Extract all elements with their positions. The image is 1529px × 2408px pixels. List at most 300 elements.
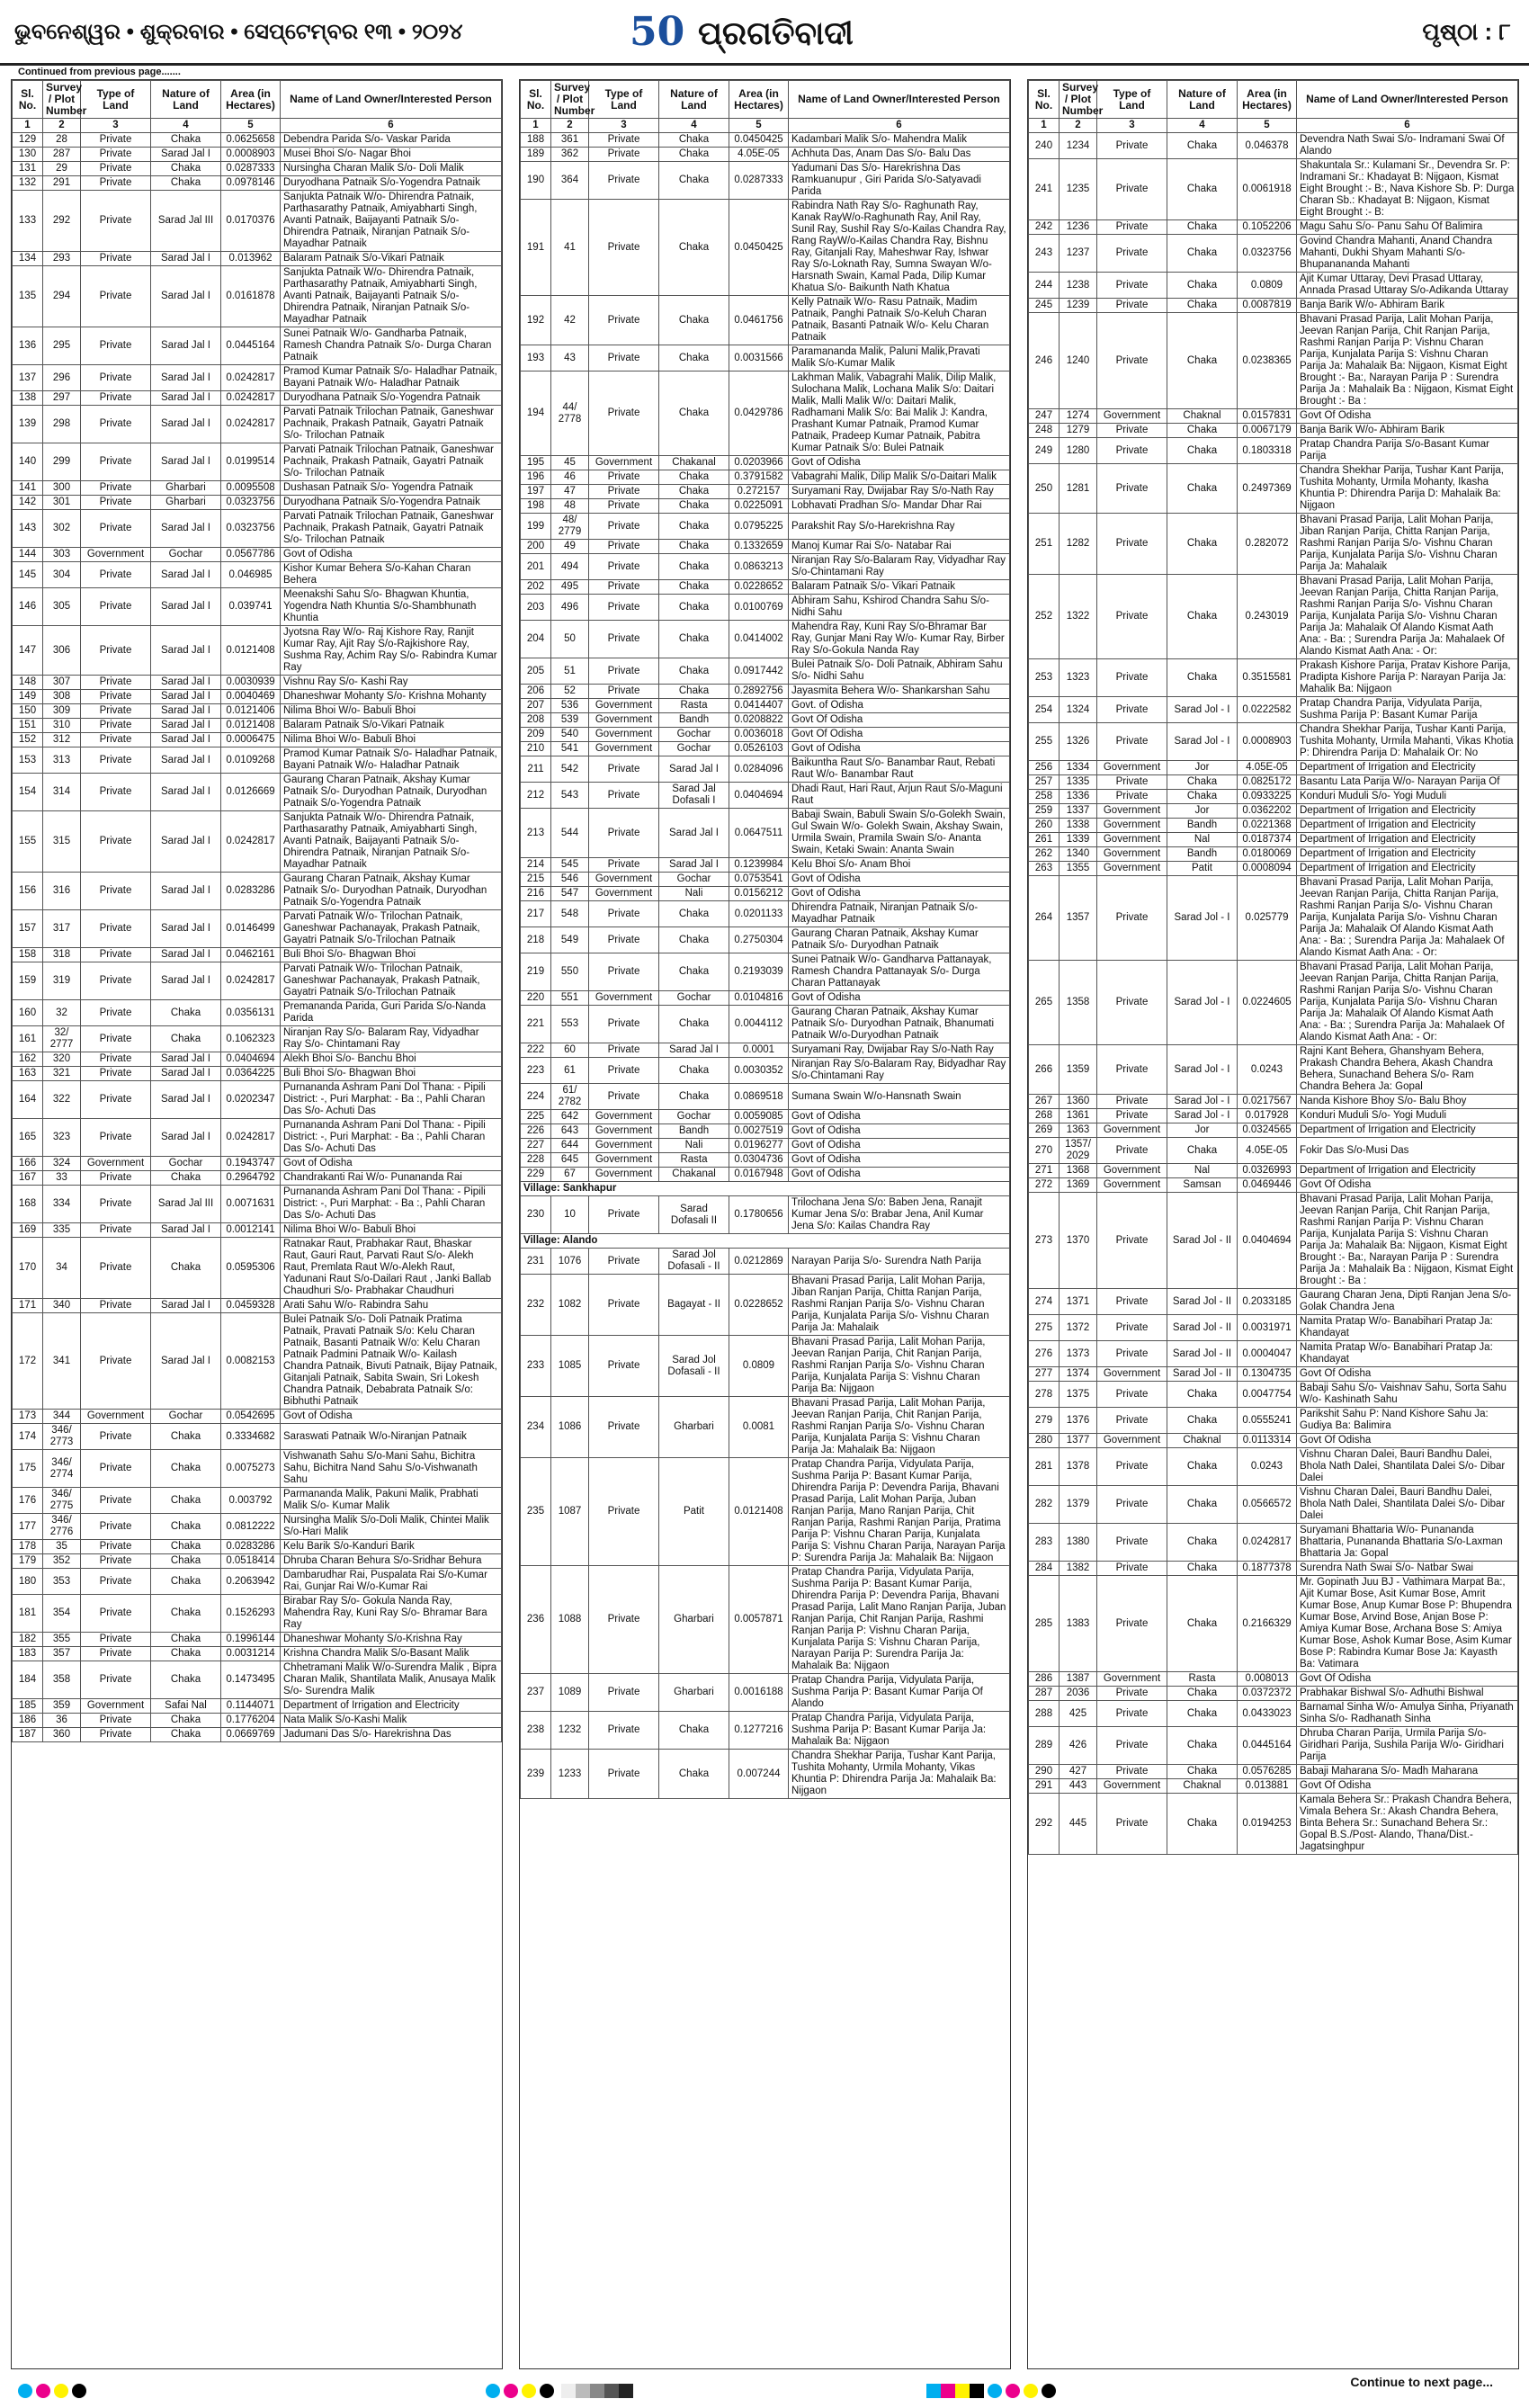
owner-name: Babaji Sahu S/o- Vaishnav Sahu, Sorta Sahu W/o- Kashinath Sahu: [1297, 1382, 1518, 1408]
plot-number: 1359: [1060, 1045, 1097, 1095]
area-hectares: 0.0180069: [1238, 847, 1297, 862]
owner-name: Barnamal Sinha W/o- Amulya Sinha, Priyanath Sinha S/o- Radhanath Sinha: [1297, 1701, 1518, 1727]
plot-number: 536: [551, 699, 589, 713]
owner-name: Yadumani Das S/o- Harekrishna Das Ramkuanupur , Giri Parida S/o-Satyavadi Parida: [789, 162, 1010, 200]
logo-number: 50: [630, 9, 685, 55]
masthead: [0, 0, 1529, 66]
serial-number: 151: [13, 719, 43, 733]
plot-number: 1340: [1060, 847, 1097, 862]
plot-number: 304: [43, 562, 81, 588]
serial-number: 279: [1029, 1408, 1060, 1434]
land-type: Private: [1097, 1448, 1167, 1486]
area-hectares: 0.0917442: [729, 658, 789, 685]
serial-number: 145: [13, 562, 43, 588]
table-row: [521, 1124, 1010, 1139]
area-hectares: 0.1304735: [1238, 1367, 1297, 1382]
area-hectares: 0.1052206: [1238, 220, 1297, 235]
area-hectares: 0.1332659: [729, 540, 789, 554]
owner-name: Chandra Shekhar Parija, Tushar Kant Parija, Tushita Mohanty, Urmila Mohanty, Vikas Khuntia P: Dhirendra Parija Ja: Mahalaik Ba: Nijgaon: [789, 1750, 1010, 1799]
plot-number: 364: [551, 162, 589, 200]
owner-name: Parvati Patnaik W/o- Trilochan Patnaik, Ganeshwar Pachanayak, Prakash Patnaik, Gayatri Patnaik S/o-Trilochan Patnaik: [281, 910, 502, 948]
plot-number: 1387: [1060, 1672, 1097, 1687]
plot-number: 299: [43, 443, 81, 481]
area-hectares: 0.0157831: [1238, 409, 1297, 424]
plot-number: 44/ 2778: [551, 371, 589, 456]
table-row: [13, 1238, 502, 1299]
serial-number: 192: [521, 296, 551, 345]
area-hectares: 0.0059085: [729, 1110, 789, 1124]
owner-name: Dushasan Patnaik S/o- Yogendra Patnaik: [281, 481, 502, 496]
table-row: [13, 1488, 502, 1514]
land-type: Private: [589, 901, 659, 927]
serial-number: 215: [521, 873, 551, 887]
land-type: Private: [81, 1714, 151, 1728]
owner-name: Bhavani Prasad Parija, Lalit Mohan Parija, Jiban Ranjan Parija, Chitta Ranjan Parija, Rashmi Ranjan Parija S/o- Vishnu Charan Parija, Kunjalata Parija S/o- Vishnu Charan Parija Ja: Mahalaik: [789, 1275, 1010, 1336]
land-type: Private: [81, 676, 151, 690]
land-nature: Sarad Jal III: [151, 1186, 221, 1223]
serial-number: 212: [521, 783, 551, 809]
area-hectares: 0.1526293: [221, 1595, 281, 1633]
owner-name: Bhavani Prasad Parija, Lalit Mohan Parija, Jeevan Ranjan Parija, Chitta Ranjan Parija, Rashmi Ranjan Parija S/o- Vishnu Charan Parija, Kunjalata Parija S/o- Vishnu Charan Parija Ja: Mahalaik Of Alando Kismat Aath Ana: - Ba: ; Surendra Parija Ja: Mahalaek Of Alando Kismat Aath Ana: - Or:: [1297, 575, 1518, 659]
area-hectares: 0.0647511: [729, 809, 789, 858]
land-nature: Chaka: [659, 927, 729, 953]
area-hectares: 0.1239984: [729, 858, 789, 873]
plot-number: 334: [43, 1186, 81, 1223]
plot-number: 541: [551, 742, 589, 756]
plot-number: 549: [551, 927, 589, 953]
serial-number: 242: [1029, 220, 1060, 235]
table-row: [13, 162, 502, 176]
serial-number: 199: [521, 514, 551, 540]
land-type: Private: [81, 191, 151, 252]
land-nature: Chaka: [151, 1488, 221, 1514]
serial-number: 152: [13, 733, 43, 747]
table-row: [1029, 464, 1518, 514]
serial-number: 153: [13, 747, 43, 774]
serial-number: 277: [1029, 1367, 1060, 1382]
area-hectares: 0.0217567: [1238, 1095, 1297, 1109]
plot-number: 310: [43, 719, 81, 733]
table-row: [13, 148, 502, 162]
land-nature: Safai Nal: [151, 1699, 221, 1714]
area-hectares: 0.0404694: [729, 783, 789, 809]
plot-number: 340: [43, 1299, 81, 1313]
table-row: [1029, 514, 1518, 575]
serial-number: 143: [13, 510, 43, 548]
owner-name: Department of Irrigation and Electricity: [1297, 819, 1518, 833]
owner-name: Chandra Shekhar Parija, Tushar Kant Parija, Tushita Mohanty, Urmila Mohanty, Ikasha Khuntia P: Dhirendra Parija D: Mahalaik Ba: Nijgaon: [1297, 464, 1518, 514]
land-nature: Chaka: [151, 1540, 221, 1554]
serial-number: 250: [1029, 464, 1060, 514]
land-nature: Chaka: [1167, 1524, 1238, 1562]
area-hectares: 0.0095508: [221, 481, 281, 496]
land-nature: Sarad Jal III: [151, 191, 221, 252]
owner-name: Birabar Ray S/o- Gokula Nanda Ray, Mahendra Ray, Kuni Ray S/o- Bhramar Bara Ray: [281, 1595, 502, 1633]
serial-number: 219: [521, 953, 551, 991]
land-type: Private: [589, 595, 659, 621]
plot-number: 361: [551, 133, 589, 148]
land-type: Private: [589, 1275, 659, 1336]
plot-number: 301: [43, 496, 81, 510]
table-row: [1029, 833, 1518, 847]
table-row: [13, 588, 502, 626]
land-nature: Gochar: [151, 1410, 221, 1424]
land-nature: Chaka: [1167, 1486, 1238, 1524]
table-row: [13, 1410, 502, 1424]
land-nature: Sarad Dofasali II: [659, 1196, 729, 1234]
owner-name: Govt of Odisha: [789, 991, 1010, 1006]
owner-name: Purnananda Ashram Pani Dol Thana: - Pipili District: -, Puri Marphat: - Ba :, Pahli Charan Das S/o- Achuti Das: [281, 1119, 502, 1157]
table-row: [1029, 1045, 1518, 1095]
owner-name: Dhruba Charan Parija, Urmila Parija S/o- Giridhari Parija, Sushila Parija W/o- Giridhari Parija: [1297, 1727, 1518, 1765]
serial-number: 195: [521, 456, 551, 470]
area-hectares: 0.0933225: [1238, 790, 1297, 804]
table-row: [521, 162, 1010, 200]
land-type: Private: [1097, 159, 1167, 220]
land-nature: Sarad Jol - I: [1167, 876, 1238, 961]
land-nature: Nal: [1167, 833, 1238, 847]
area-hectares: 0.0222582: [1238, 697, 1297, 723]
land-type: Private: [589, 162, 659, 200]
serial-number: 213: [521, 809, 551, 858]
land-type: Private: [1097, 1289, 1167, 1315]
land-nature: Chakanal: [659, 1168, 729, 1182]
owner-name: Pratap Chandra Parija, Vidyulata Parija, Sushma Parija P: Basant Kumar Parija, Dhirendra Parija P: Devendra Parija, Bhavani Prasad Parija, Lalit Mano Ranjan Parija, Juban Ranjan Parija, Chit Ranjan Parija, Rashmi Ranjan Parija P: Vishnu Charan Parija, Kunjalata Parija S: Vishnu Charan Parija, Narayan Parija P: Surendra Parija Ja: Mahalaik Ba: Nijgaon: [789, 1566, 1010, 1674]
owner-name: Department of Irrigation and Electricity: [1297, 847, 1518, 862]
serial-number: 231: [521, 1249, 551, 1275]
land-nature: Gochar: [659, 873, 729, 887]
land-nature: Sarad Jal I: [151, 1299, 221, 1313]
owner-name: Balaram Patnaik S/o- Vikari Patnaik: [789, 580, 1010, 595]
land-nature: Sarad Jol - I: [1167, 1095, 1238, 1109]
land-nature: Chaka: [659, 1058, 729, 1084]
plot-number: 427: [1060, 1765, 1097, 1779]
plot-number: 315: [43, 811, 81, 873]
land-type: Government: [81, 548, 151, 562]
table-row: [521, 1196, 1010, 1234]
land-nature: Chaka: [1167, 1794, 1238, 1855]
land-nature: Samsan: [1167, 1178, 1238, 1193]
owner-name: Achhuta Das, Anam Das S/o- Balu Das: [789, 148, 1010, 162]
land-nature: Chaka: [659, 485, 729, 499]
table-row: [1029, 790, 1518, 804]
area-hectares: 0.0225091: [729, 499, 789, 514]
table-row: [1029, 961, 1518, 1045]
owner-name: Sunei Patnaik W/o- Gandharva Pattanayak, Ramesh Chandra Pattanayak S/o- Durga Charan Pattanayak: [789, 953, 1010, 991]
area-hectares: 0.0567786: [221, 548, 281, 562]
area-hectares: 0.2033185: [1238, 1289, 1297, 1315]
area-hectares: 0.0669769: [221, 1728, 281, 1742]
column-number: 4: [1167, 119, 1238, 133]
plot-number: 352: [43, 1554, 81, 1569]
plot-number: 1376: [1060, 1408, 1097, 1434]
village-heading: Village: Alando: [521, 1234, 1010, 1249]
land-type: Government: [1097, 1434, 1167, 1448]
serial-number: 222: [521, 1043, 551, 1058]
plot-number: 10: [551, 1196, 589, 1234]
area-hectares: 0.0595306: [221, 1238, 281, 1299]
land-nature: Chaka: [151, 1514, 221, 1540]
owner-name: Namita Pratap W/o- Banabihari Pratap Ja: Khandayat: [1297, 1315, 1518, 1341]
serial-number: 280: [1029, 1434, 1060, 1448]
land-nature: Sarad Jol - II: [1167, 1367, 1238, 1382]
land-type: Private: [1097, 1765, 1167, 1779]
land-nature: Chaka: [659, 296, 729, 345]
owner-name: Duryodhana Patnaik S/o-Yogendra Patnaik: [281, 496, 502, 510]
table-row: [521, 296, 1010, 345]
area-hectares: 0.0121406: [221, 704, 281, 719]
area-hectares: 0.3515581: [1238, 659, 1297, 697]
area-hectares: 0.243019: [1238, 575, 1297, 659]
land-type: Private: [1097, 438, 1167, 464]
land-nature: Chaka: [1167, 1576, 1238, 1672]
owner-name: Department of Irrigation and Electricity: [1297, 761, 1518, 775]
plot-number: 1237: [1060, 235, 1097, 273]
serial-number: 172: [13, 1313, 43, 1410]
area-hectares: 0.0242817: [221, 406, 281, 443]
table-row: [13, 1661, 502, 1699]
owner-name: Department of Irrigation and Electricity: [1297, 804, 1518, 819]
serial-number: 243: [1029, 235, 1060, 273]
serial-number: 191: [521, 200, 551, 296]
area-hectares: 0.0061918: [1238, 159, 1297, 220]
area-hectares: 0.0008903: [1238, 723, 1297, 761]
land-nature: Sarad Jol - I: [1167, 697, 1238, 723]
owner-name: Govt of Odisha: [789, 1153, 1010, 1168]
area-hectares: 0.0201133: [729, 901, 789, 927]
table-row: [521, 200, 1010, 296]
owner-name: Parakshit Ray S/o-Harekrishna Ray: [789, 514, 1010, 540]
land-type: Government: [589, 713, 659, 728]
area-hectares: 0.0323756: [221, 496, 281, 510]
land-type: Government: [589, 1153, 659, 1168]
plot-number: 2036: [1060, 1687, 1097, 1701]
serial-number: 142: [13, 496, 43, 510]
land-nature: Nali: [659, 1139, 729, 1153]
area-hectares: 0.0030939: [221, 676, 281, 690]
land-nature: Chaka: [151, 1728, 221, 1742]
land-nature: Gharbari: [151, 496, 221, 510]
land-type: Government: [589, 1110, 659, 1124]
header-row: [1029, 81, 1518, 119]
column-header: Type of Land: [81, 81, 151, 119]
land-nature: Chaka: [659, 554, 729, 580]
area-hectares: 0.0445164: [221, 327, 281, 365]
owner-name: Bhavani Prasad Parija, Lalit Mohan Parija, Jiban Ranjan Parija, Chitta Ranjan Parija, Rashmi Ranjan Parija S/o- Vishnu Charan Parija, Kunjalata Parija S/o- Vishnu Charan Parija Ja: Mahalaik: [1297, 514, 1518, 575]
column-header: Type of Land: [1097, 81, 1167, 119]
owner-name: Department of Irrigation and Electricity: [1297, 833, 1518, 847]
owner-name: Buli Bhoi S/o- Bhagwan Bhoi: [281, 948, 502, 962]
area-hectares: 0.0121408: [221, 626, 281, 676]
table-row: [13, 1450, 502, 1488]
land-type: Private: [81, 266, 151, 327]
area-hectares: 4.05E-05: [1238, 761, 1297, 775]
area-hectares: 0.0364225: [221, 1067, 281, 1081]
land-type: Private: [81, 1000, 151, 1026]
land-nature: Chaka: [1167, 775, 1238, 790]
owner-name: Department of Irrigation and Electricity: [1297, 1123, 1518, 1138]
plot-number: 321: [43, 1067, 81, 1081]
land-nature: Sarad Jal I: [151, 690, 221, 704]
column-number: 4: [151, 119, 221, 133]
land-nature: Chaka: [659, 345, 729, 371]
area-hectares: 0.0004047: [1238, 1341, 1297, 1367]
serial-number: 253: [1029, 659, 1060, 697]
table-row: [13, 327, 502, 365]
table-row: [13, 1067, 502, 1081]
area-hectares: 0.0242817: [1238, 1524, 1297, 1562]
registration-marks-left: [18, 2384, 90, 2398]
area-hectares: 0.0113314: [1238, 1434, 1297, 1448]
serial-number: 194: [521, 371, 551, 456]
land-type: Private: [1097, 1701, 1167, 1727]
column-number: 1: [13, 119, 43, 133]
land-type: Private: [81, 1171, 151, 1186]
land-type: Private: [81, 162, 151, 176]
land-nature: Chaka: [659, 470, 729, 485]
area-hectares: 0.0071631: [221, 1186, 281, 1223]
plot-number: 1274: [1060, 409, 1097, 424]
plot-number: 1371: [1060, 1289, 1097, 1315]
land-nature: Chaka: [151, 176, 221, 191]
land-nature: Patit: [1167, 862, 1238, 876]
plot-number: 322: [43, 1081, 81, 1119]
plot-number: 346/ 2775: [43, 1488, 81, 1514]
plot-number: 1086: [551, 1397, 589, 1458]
land-nature: Nal: [1167, 1164, 1238, 1178]
land-nature: Gochar: [659, 728, 729, 742]
plot-number: 300: [43, 481, 81, 496]
table-row: [521, 621, 1010, 658]
owner-name: Govt. of Odisha: [789, 699, 1010, 713]
serial-number: 267: [1029, 1095, 1060, 1109]
land-nature: Chakanal: [659, 456, 729, 470]
table-row: [521, 699, 1010, 713]
land-type: Private: [1097, 1382, 1167, 1408]
land-nature: Sarad Jal I: [151, 510, 221, 548]
land-nature: Sarad Jol - I: [1167, 1109, 1238, 1123]
table-row: [13, 133, 502, 148]
land-nature: Jor: [1167, 761, 1238, 775]
owner-name: Govt of Odisha: [789, 1124, 1010, 1139]
area-hectares: 0.0203966: [729, 456, 789, 470]
land-type: Private: [1097, 299, 1167, 313]
serial-number: 290: [1029, 1765, 1060, 1779]
plot-number: 643: [551, 1124, 589, 1139]
owner-name: Vabagrahi Malik, Dilip Malik S/o-Daitari Malik: [789, 470, 1010, 485]
area-hectares: 0.0469446: [1238, 1178, 1297, 1193]
table-row: [1029, 819, 1518, 833]
table-row: [13, 811, 502, 873]
table-row: [1029, 273, 1518, 299]
owner-name: Banja Barik W/o- Abhiram Barik: [1297, 424, 1518, 438]
serial-number: 286: [1029, 1672, 1060, 1687]
plot-number: 1232: [551, 1712, 589, 1750]
serial-number: 196: [521, 470, 551, 485]
owner-name: Nata Malik S/o-Kashi Malik: [281, 1714, 502, 1728]
column-header: Survey / Plot Number: [551, 81, 589, 119]
land-type: Government: [1097, 1123, 1167, 1138]
table-row: [1029, 424, 1518, 438]
plot-number: 1233: [551, 1750, 589, 1799]
serial-number: 176: [13, 1488, 43, 1514]
table-row: [1029, 1562, 1518, 1576]
plot-number: 362: [551, 148, 589, 162]
owner-name: Balaram Patnaik S/o-Vikari Patnaik: [281, 719, 502, 733]
table-row: [1029, 220, 1518, 235]
plot-number: 32: [43, 1000, 81, 1026]
plot-number: 551: [551, 991, 589, 1006]
land-nature: Sarad Jal I: [151, 365, 221, 391]
plot-number: 540: [551, 728, 589, 742]
land-type: Private: [1097, 1138, 1167, 1164]
area-hectares: 0.0242817: [221, 962, 281, 1000]
serial-number: 205: [521, 658, 551, 685]
table-row: [1029, 697, 1518, 723]
table-row: [13, 562, 502, 588]
owner-name: Dhadi Raut, Hari Raut, Arjun Raut S/o-Maguni Raut: [789, 783, 1010, 809]
plot-number: 293: [43, 252, 81, 266]
area-hectares: 0.0869518: [729, 1084, 789, 1110]
column-number: 6: [1297, 119, 1518, 133]
area-hectares: 0.0555241: [1238, 1408, 1297, 1434]
serial-number: 160: [13, 1000, 43, 1026]
land-nature: Chaka: [151, 133, 221, 148]
owner-name: Niranjan Ray S/o- Balaram Ray, Vidyadhar Ray S/o- Chintamani Ray: [281, 1026, 502, 1052]
land-type: Private: [81, 406, 151, 443]
plot-number: 1326: [1060, 723, 1097, 761]
owner-name: Dhirendra Patnaik, Niranjan Patnaik S/o- Mayadhar Patnaik: [789, 901, 1010, 927]
area-hectares: 0.0284096: [729, 756, 789, 783]
owner-name: Nilima Bhoi W/o- Babuli Bhoi: [281, 733, 502, 747]
land-type: Private: [81, 948, 151, 962]
serial-number: 132: [13, 176, 43, 191]
table-row: [521, 1006, 1010, 1043]
table-row: [1029, 1794, 1518, 1855]
page-number: ପୃଷ୍ଠା : ୮: [1422, 18, 1511, 45]
plot-number: 543: [551, 783, 589, 809]
table-row: [521, 783, 1010, 809]
serial-number: 233: [521, 1336, 551, 1397]
plot-number: 305: [43, 588, 81, 626]
owner-name: Chhetramani Malik W/o-Surendra Malik , Bipra Charan Malik, Shantilata Malik, Anusaya Malik S/o- Surendra Malik: [281, 1661, 502, 1699]
plot-number: 323: [43, 1119, 81, 1157]
serial-number: 131: [13, 162, 43, 176]
owner-name: Shakuntala Sr.: Kulamani Sr., Devendra Sr. P: Indramani Sr.: Khadayat B: Nijgaon, Kismat Eight Brought :- B:, Nava Kishore Sb. P: Durga Charan Sb.: Khadayat B: Nijgaon, Kismat Eight Brought :- B:: [1297, 159, 1518, 220]
serial-number: 228: [521, 1153, 551, 1168]
owner-name: Alekh Bhoi S/o- Banchu Bhoi: [281, 1052, 502, 1067]
land-type: Private: [1097, 1095, 1167, 1109]
plot-number: 302: [43, 510, 81, 548]
owner-name: Purnananda Ashram Pani Dol Thana: - Pipili District: -, Puri Marphat: - Ba :, Pahli Charan Das S/o- Achuti Das: [281, 1081, 502, 1119]
land-nature: Chaka: [151, 1661, 221, 1699]
land-table: [1028, 80, 1518, 1855]
area-hectares: 0.0109268: [221, 747, 281, 774]
plot-number: 1357/ 2029: [1060, 1138, 1097, 1164]
owner-name: Surendra Nath Swai S/o- Natbar Swai: [1297, 1562, 1518, 1576]
table-row: [1029, 1524, 1518, 1562]
owner-name: Vishnu Ray S/o- Kashi Ray: [281, 676, 502, 690]
serial-number: 264: [1029, 876, 1060, 961]
land-type: Private: [81, 1067, 151, 1081]
land-nature: Chaka: [151, 1424, 221, 1450]
area-hectares: 0.0036018: [729, 728, 789, 742]
table-row: [13, 704, 502, 719]
land-nature: Sarad Jal I: [151, 1223, 221, 1238]
column-number: 1: [521, 119, 551, 133]
land-type: Government: [589, 728, 659, 742]
plot-number: 346/ 2774: [43, 1450, 81, 1488]
